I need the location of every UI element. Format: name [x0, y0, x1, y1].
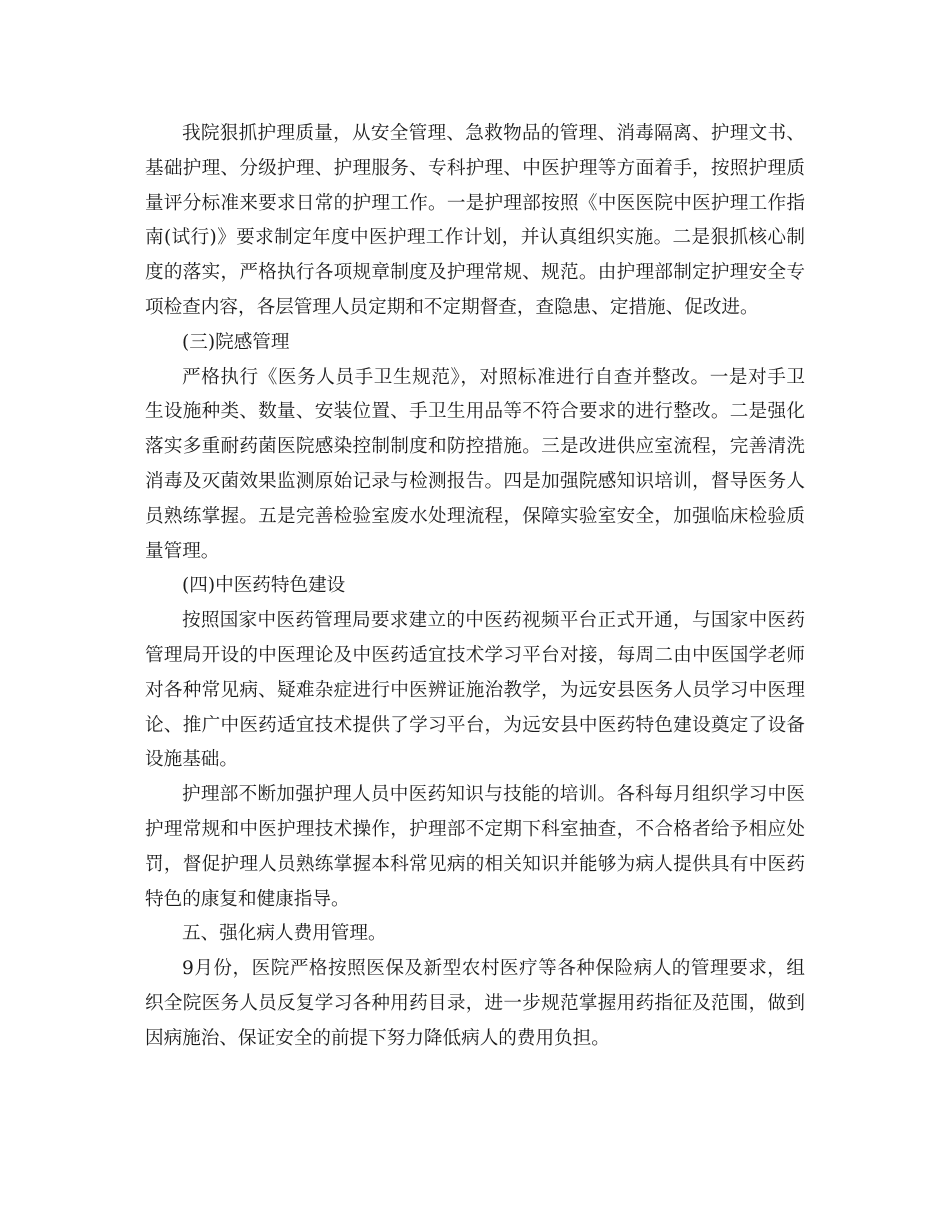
text-line: 严格执行《医务人员手卫生规范》，对照标准进行自查并整改。一是对手卫: [182, 366, 805, 388]
document-body: [145, 117, 805, 1057]
text-line: 生设施种类、数量、安装位置、手卫生用品等不符合要求的进行整改。二是强化: [145, 401, 805, 423]
text-line: 对各种常见病、疑难杂症进行中医辨证施治教学，为远安县医务人员学习中医理: [145, 679, 805, 701]
text-line: (四)中医药特色建设: [182, 575, 346, 597]
text-line: 9月份，医院严格按照医保及新型农村医疗等各种保险病人的管理要求，组: [182, 958, 805, 980]
text-line: 织全院医务人员反复学习各种用药目录，进一步规范掌握用药指征及范围，做到: [145, 992, 805, 1014]
text-line: 度的落实，严格执行各项规章制度及护理常规、规范。由护理部制定护理安全专: [145, 262, 805, 284]
text-line: 按照国家中医药管理局要求建立的中医药视频平台正式开通，与国家中医药: [182, 610, 805, 632]
text-line: 我院狠抓护理质量，从安全管理、急救物品的管理、消毒隔离、护理文书、: [182, 123, 805, 144]
text-line: 量管理。: [145, 540, 220, 562]
text-line: 罚，督促护理人员熟练掌握本科常见病的相关知识并能够为病人提供具有中医药: [145, 853, 805, 875]
text-line: 论、推广中医药适宜技术提供了学习平台，为远安县中医药特色建设奠定了设备: [145, 714, 805, 736]
text-line: 消毒及灭菌效果监测原始记录与检测报告。四是加强院感知识培训，督导医务人: [145, 470, 805, 492]
text-line: 特色的康复和健康指导。: [145, 888, 350, 910]
text-line: 基础护理、分级护理、护理服务、专科护理、中医护理等方面着手，按照护理质: [145, 157, 805, 179]
text-line: 南(试行)》要求制定年度中医护理工作计划，并认真组织实施。二是狠抓核心制: [145, 227, 805, 249]
text-line: 管理局开设的中医理论及中医药适宜技术学习平台对接，每周二由中医国学老师: [145, 644, 805, 666]
text-line: 护理部不断加强护理人员中医药知识与技能的培训。各科每月组织学习中医: [182, 784, 805, 806]
text-line: 员熟练掌握。五是完善检验室废水处理流程，保障实验室安全，加强临床检验质: [145, 505, 805, 527]
text-line: (三)院感管理: [182, 331, 290, 353]
text-line: 因病施治、保证安全的前提下努力降低病人的费用负担。: [145, 1027, 610, 1049]
text-line: 落实多重耐药菌医院感染控制制度和防控措施。三是改进供应室流程，完善清洗: [145, 436, 805, 458]
text-line: 五、强化病人费用管理。: [182, 923, 387, 945]
text-line: 设施基础。: [145, 749, 238, 771]
text-line: 量评分标准来要求日常的护理工作。一是护理部按照《中医医院中医护理工作指: [145, 192, 805, 214]
text-line: 项检查内容，各层管理人员定期和不定期督查，查隐患、定措施、促改进。: [145, 296, 759, 318]
text-line: 护理常规和中医护理技术操作，护理部不定期下科室抽查，不合格者给予相应处: [145, 818, 805, 840]
